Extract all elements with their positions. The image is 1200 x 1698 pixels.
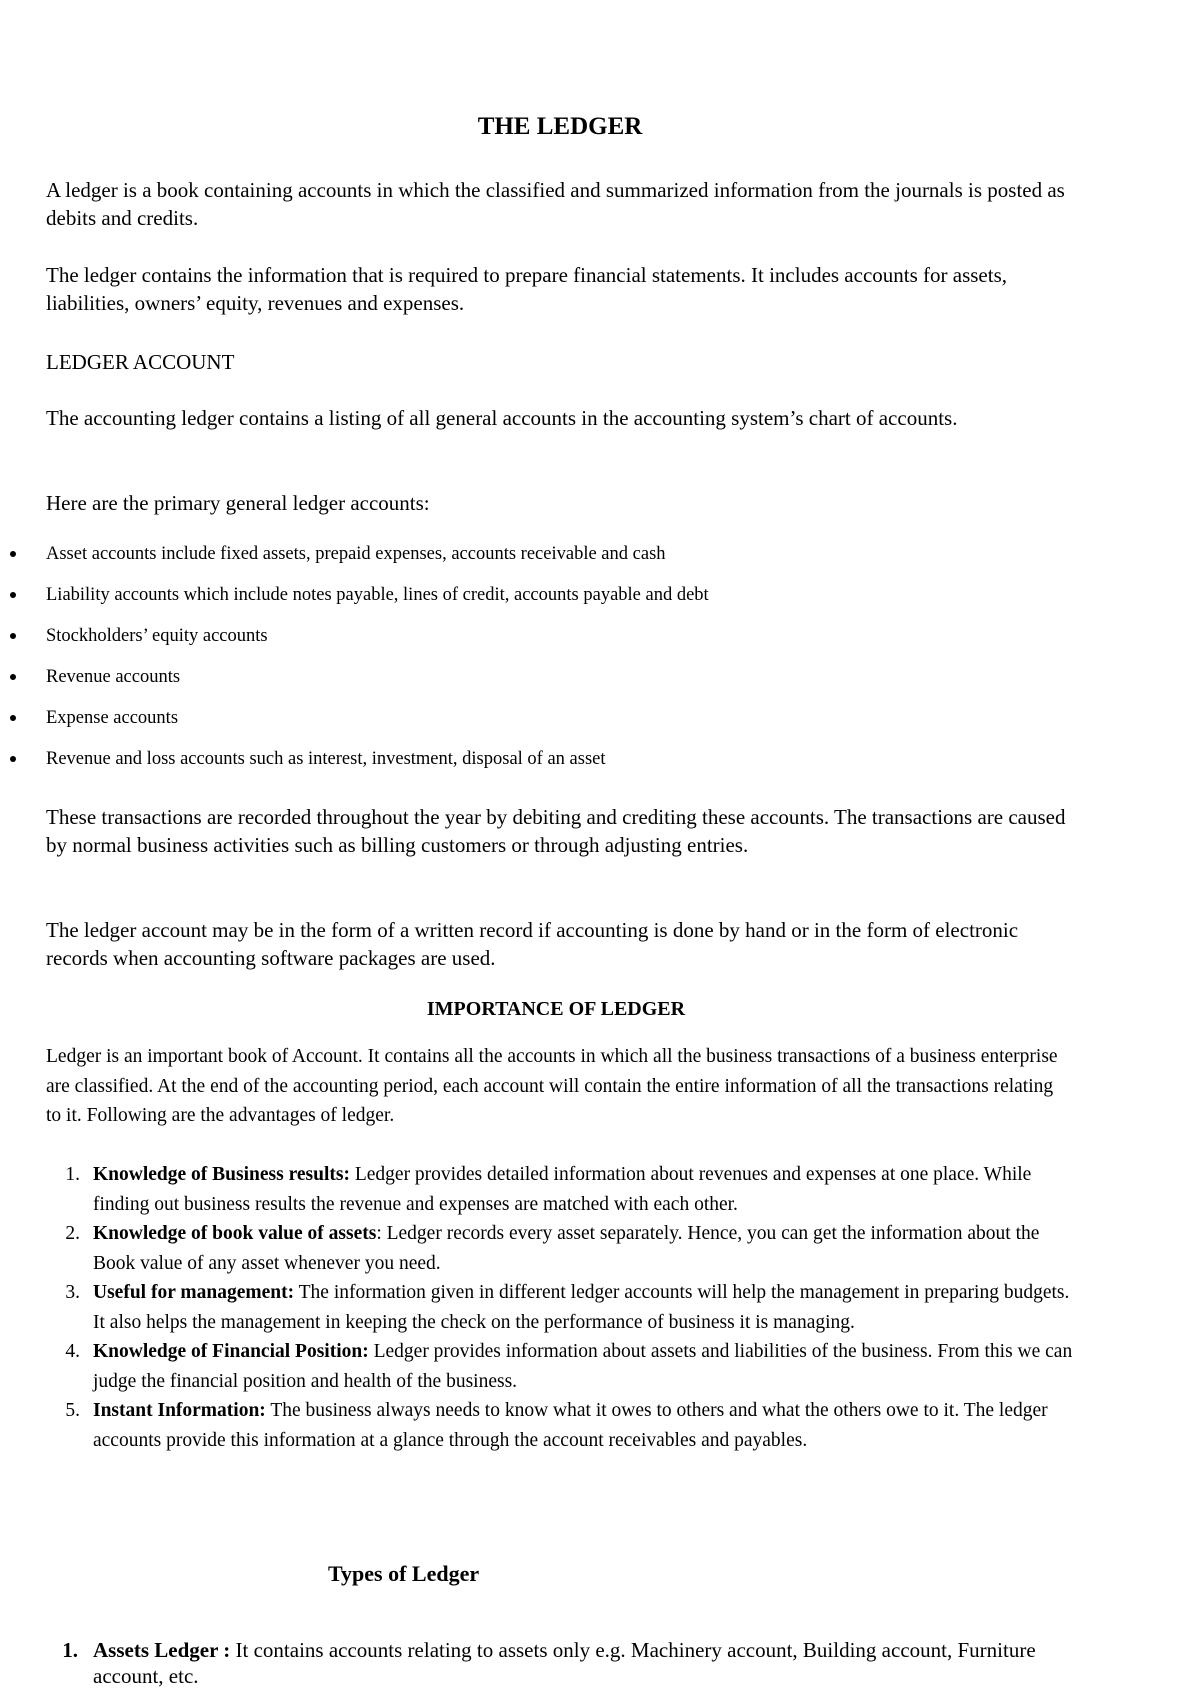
ledger-accounts-list	[0, 542, 1100, 788]
item-term: Useful for management:	[93, 1282, 295, 1303]
ledger-form-paragraph: The ledger account may be in the form of a written record if accounting is done by hand or in the form of electronic records when accounting software packages are used.	[46, 918, 1019, 970]
list-number: 4.	[65, 1341, 80, 1362]
bullet-icon	[10, 756, 16, 762]
item-text: Ledger provides detailed information about revenues and expenses at one place. While finding out business results the revenue and expenses are matched with each other.	[93, 1164, 1032, 1215]
list-item-text: Expense accounts	[46, 708, 179, 728]
list-item	[0, 706, 1100, 747]
item-text: It contains accounts relating to assets only e.g. Machinery account, Building account, Furniture account, etc.	[93, 1638, 1036, 1688]
ledger-account-paragraph: The accounting ledger contains a listing of all general accounts in the accounting system’s chart of accounts.	[46, 406, 958, 430]
types-of-ledger-heading: Types of Ledger	[328, 1561, 480, 1586]
item-text: The information given in different ledger accounts will help the management in preparing budgets. It also helps the management in keeping the check on the performance of business it is managing.	[93, 1282, 1070, 1333]
importance-paragraph: Ledger is an important book of Account. It contains all the accounts in which all the business transactions of a business enterprise are classified. At the end of the accounting period, each account will contain the entire information of all the transactions relating to it. Following are the advantages of ledger.	[46, 1046, 1058, 1126]
list-item	[0, 747, 1100, 788]
bullet-icon	[10, 551, 16, 557]
intro-paragraph-2: The ledger contains the information that is required to prepare financial statements. It includes accounts for assets, liabilities, owners’ equity, revenues and expenses.	[46, 263, 1008, 315]
ledger-list-intro: Here are the primary general ledger accounts:	[46, 491, 430, 515]
item-term: Assets Ledger :	[93, 1638, 231, 1662]
list-item-text: Stockholders’ equity accounts	[46, 626, 268, 646]
bullet-icon	[10, 674, 16, 680]
list-number: 1.	[65, 1164, 80, 1185]
list-item-text: Asset accounts include fixed assets, prepaid expenses, accounts receivable and cash	[46, 544, 666, 564]
list-item	[0, 624, 1100, 665]
list-item	[0, 1160, 1073, 1219]
list-number: 2.	[65, 1223, 80, 1244]
ledger-account-heading: LEDGER ACCOUNT	[46, 350, 235, 374]
item-term: Knowledge of Business results:	[93, 1164, 350, 1185]
list-number: 5.	[65, 1400, 80, 1421]
list-item	[0, 1337, 1073, 1396]
list-item	[0, 1278, 1073, 1337]
list-number: 3.	[65, 1282, 80, 1303]
bullet-icon	[10, 592, 16, 598]
list-item	[0, 1219, 1073, 1278]
item-term: Instant Information:	[93, 1400, 266, 1421]
list-item	[0, 1637, 1053, 1689]
list-item-text: Liability accounts which include notes payable, lines of credit, accounts payable and debt	[46, 585, 709, 605]
list-item-text: Revenue and loss accounts such as interest, investment, disposal of an asset	[46, 749, 606, 769]
bullet-icon	[10, 715, 16, 721]
importance-heading: IMPORTANCE OF LEDGER	[426, 998, 686, 1020]
document-title: THE LEDGER	[477, 113, 643, 140]
types-list	[0, 1637, 1100, 1689]
transactions-paragraph: These transactions are recorded throughout the year by debiting and crediting these accounts. The transactions are caused by normal business activities such as billing customers or through adjusting entries.	[46, 805, 1066, 857]
list-item-text: Revenue accounts	[46, 667, 181, 687]
item-text: : Ledger records every asset separately. Hence, you can get the information about the Book value of any asset whenever you need.	[93, 1223, 1040, 1274]
list-number: 1.	[62, 1638, 78, 1662]
bullet-icon	[10, 633, 16, 639]
item-term: Knowledge of Financial Position:	[93, 1341, 369, 1362]
list-item	[0, 665, 1100, 706]
item-term: Knowledge of book value of assets	[93, 1223, 377, 1244]
list-item	[0, 1396, 1073, 1455]
list-item	[0, 542, 1100, 583]
intro-paragraph-1: A ledger is a book containing accounts in which the classified and summarized information from the journals is posted as debits and credits.	[46, 178, 1065, 230]
item-text: The business always needs to know what it owes to others and what the others owe to it. The ledger accounts provide this information at a glance through the account receivables and payables.	[93, 1400, 1048, 1451]
list-item	[0, 583, 1100, 624]
item-text: Ledger provides information about assets and liabilities of the business. From this we can judge the financial position and health of the business.	[93, 1341, 1073, 1392]
advantages-list	[0, 1160, 1100, 1455]
